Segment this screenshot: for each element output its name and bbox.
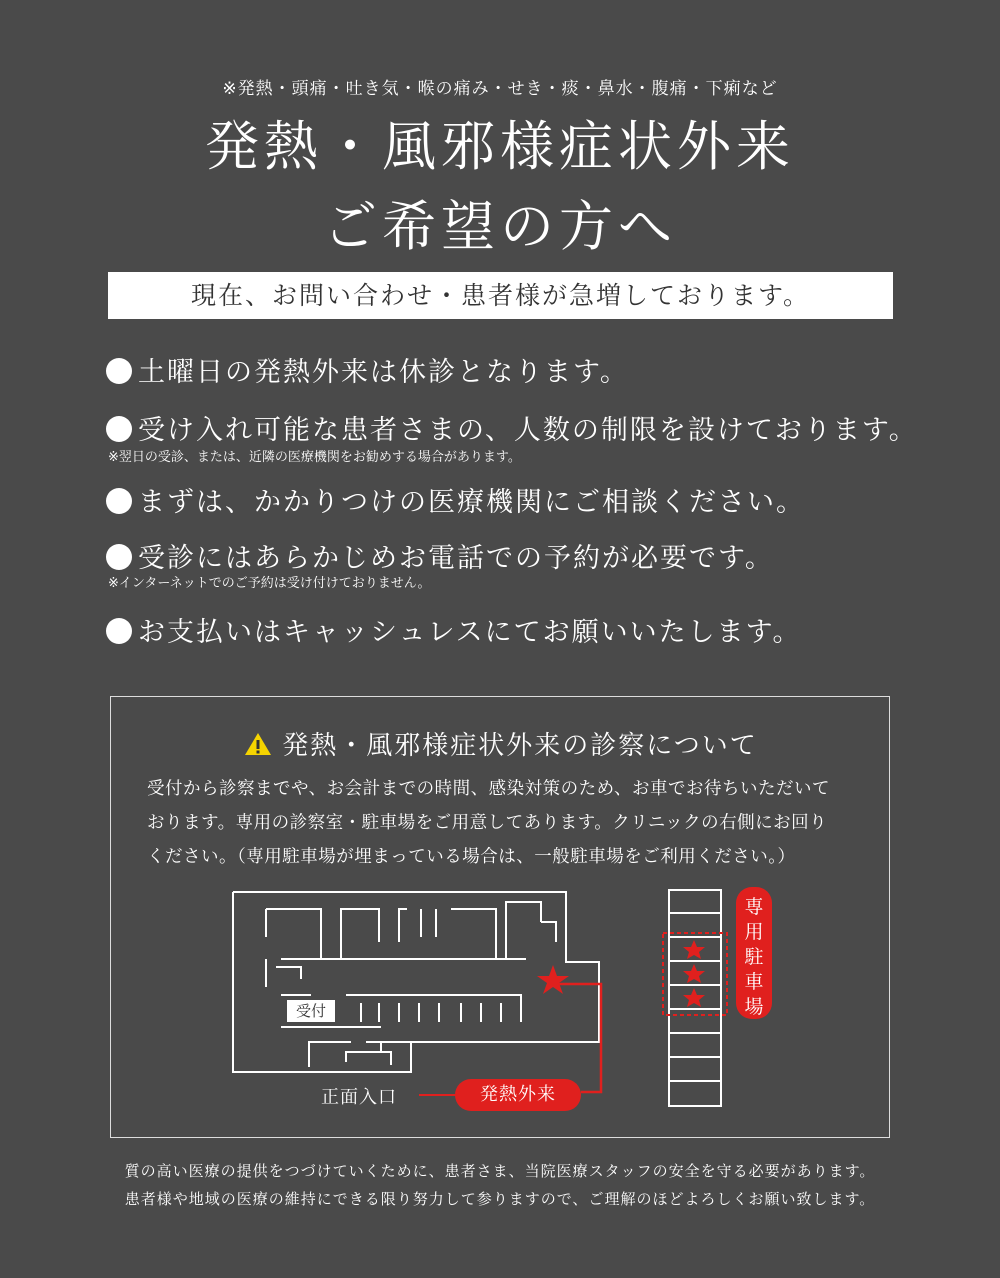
panel-heading-text: 発熱・風邪様症状外来の診察について bbox=[282, 731, 758, 761]
reception-label: 受付 bbox=[287, 1000, 335, 1022]
entrance-label: 正面入口 bbox=[321, 1087, 397, 1108]
panel-text-line: おります。専用の診察室・駐車場をご用意してあります。クリニックの右側にお回り bbox=[147, 813, 828, 833]
panel-text-line: 受付から診察までや、お会計までの時間、感染対策のため、お車でお待ちいただいて bbox=[147, 779, 830, 799]
bullet-text: お支払いはキャッシュレスにてお願いいたします。 bbox=[138, 617, 802, 648]
bullet-text: まずは、かかりつけの医療機関にご相談ください。 bbox=[138, 487, 805, 518]
fever-clinic-badge: 発熱外来 bbox=[455, 1079, 581, 1111]
parking-star-icon bbox=[683, 940, 705, 959]
bullet-item bbox=[106, 480, 805, 519]
closing-line: 質の高い医療の提供をつづけていくために、患者さま、当院医療スタッフの安全を守る必要があります。 bbox=[124, 1162, 876, 1180]
bullet-dot-icon bbox=[106, 618, 132, 644]
fever-entrance-star-icon bbox=[537, 965, 569, 994]
parking-label-char: 車 bbox=[744, 971, 764, 993]
parking-star-icon bbox=[683, 988, 705, 1007]
bullet-text: 土曜日の発熱外来は休診となります。 bbox=[138, 357, 629, 388]
bullet-item bbox=[106, 610, 802, 649]
floor-map bbox=[111, 697, 891, 1139]
bullet-dot-icon bbox=[106, 416, 132, 442]
status-banner: 現在、お問い合わせ・患者様が急増しております。 bbox=[108, 272, 893, 319]
parking-label-char: 駐 bbox=[744, 946, 764, 968]
dedicated-parking-badge bbox=[736, 887, 772, 1019]
bullet-item bbox=[106, 536, 774, 575]
bullet-dot-icon bbox=[106, 358, 132, 384]
consultation-info-panel bbox=[110, 696, 890, 1138]
bullet-dot-icon bbox=[106, 544, 132, 570]
page-title-line1: 発熱・風邪様症状外来 bbox=[205, 115, 795, 178]
bullet-subnote: ※インターネットでのご予約は受け付けておりません。 bbox=[108, 576, 431, 591]
top-symptom-note: ※発熱・頭痛・吐き気・喉の痛み・せき・痰・鼻水・腹痛・下痢など bbox=[222, 79, 778, 99]
bullet-item bbox=[106, 408, 918, 447]
parking-label-char: 専 bbox=[744, 896, 764, 918]
bullet-text: 受け入れ可能な患者さまの、人数の制限を設けております。 bbox=[138, 415, 918, 446]
bullet-text: 受診にはあらかじめお電話での予約が必要です。 bbox=[138, 543, 774, 574]
bullet-subnote: ※翌日の受診、または、近隣の医療機関をお勧めする場合があります。 bbox=[108, 450, 521, 465]
closing-line: 患者様や地域の医療の維持にできる限り努力して参りますので、ご理解のほどよろしくお願い致します。 bbox=[124, 1190, 876, 1208]
parking-label-char: 場 bbox=[744, 996, 764, 1018]
parking-label-char: 用 bbox=[744, 921, 764, 943]
parking-star-icon bbox=[683, 964, 705, 983]
bullet-item bbox=[106, 350, 629, 389]
panel-text-line: ください。（専用駐車場が埋まっている場合は、一般駐車場をご利用ください。） bbox=[147, 847, 796, 867]
bullet-dot-icon bbox=[106, 488, 132, 514]
page-title-line2: ご希望の方へ bbox=[323, 195, 677, 258]
